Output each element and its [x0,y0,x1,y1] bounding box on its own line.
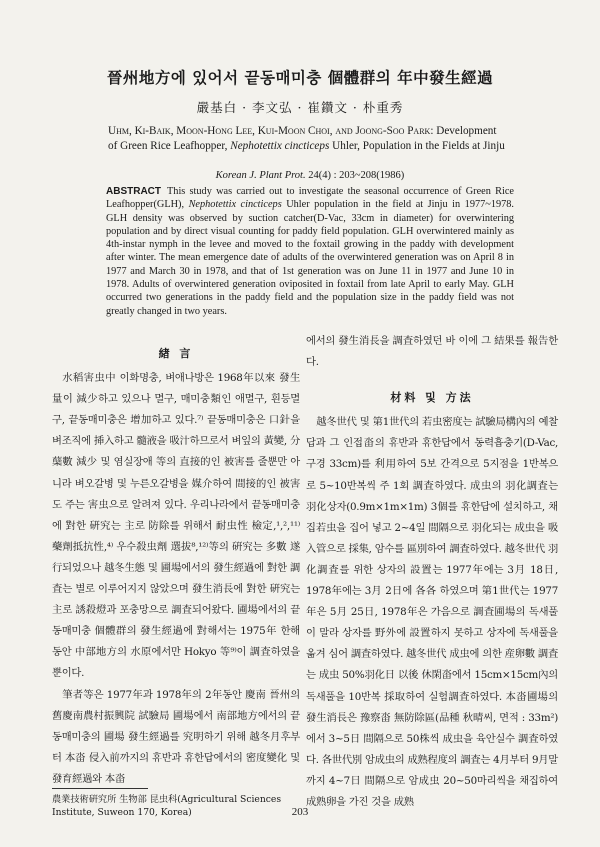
journal-reference [100,170,520,181]
authors-korean: 嚴基白 · 李文弘 · 崔鑽文 · 朴重秀 [196,100,404,115]
journal-name: Korean J. Plant Prot. [215,170,306,181]
methods-paragraph-1: 越冬世代 및 第1世代의 若虫密度는 試驗局構內의 예찰답과 그 인접畓의 휴반과 휴한답에서 동력흡충기(D-Vac, 구경 33cm)를 利用하여 5보 간격으로 5지점을 1반복으로 5~10반복씩 주 1회 調査하였다. 成虫의 羽化調査는 羽化상자(0.9m×1m×1m) 3個를 휴한답에 설치하고, 채집若虫을 집어 넣고 2~4일 間隔으로 羽化되는 成虫을 吸入管으로 採集, 암수를 區別하여 調査하였다. 越冬世代 羽化調査를 위한 상자의 設置는 1977年에는 3月 18日, 1978年에는 3月 2日에 各各 하였으며 第1世代는 1977年은 5月 25日, 1978年은 가음으로 調査圃場의 독새풀이 말라 상자를 野外에 設置하지 못하고 상자에 독새풀을 옮겨 심어 調査하였다. 越冬世代 成虫에 의한 産卵數 調査는 成虫 50%羽化日 以後 休閑畓에서 15cm×15cm內의 독새풀을 10반복 採取하여 실험調査하였다. 本畓圃場의 發生消長은 豫察畓 無防除區(品種 秋晴씨, 면적 : 33m²)에서 3~5日 間隔으로 50株씩 成虫을 육안실수 調査하였다. 各世代別 암成虫의 成熟程度의 調査는 4月부터 9月말까지 4~7日 間隔으로 암成虫 20~50마리씩을 채집하여 成熟卵을 가진 것을 成熟 [306,416,558,808]
intro-paragraph-2: 筆者等은 1977年과 1978年의 2年동안 慶南 晉州의 舊慶南農村振興院 試驗局 圃場에서 南部地方에서의 끝동매미충의 圃場 發生經過를 究明하기 위해 越冬月후부터 本畓 侵入前까지의 휴반과 휴한답에서의 密度變化 및 發育經過와 本畓 [52,688,300,785]
left-column [52,331,300,790]
english-title-post: Uhler, Population in the Fields at Jinju [332,140,505,152]
section-heading-methods: 材料 및 方法 [390,391,474,405]
journal-volume-pages: 24(4) : 203~208(1986) [308,170,405,181]
author-names: Uhm, Ki-Baik, Moon-Hong Lee, Kui-Moon Choi, and Joong-Soo Park: [108,125,434,137]
abstract-species: Nephotettix cincticeps [188,199,282,211]
english-title-pre: Development of Green Rice Leafhopper, [108,125,497,152]
abstract-label: ABSTRACT [106,186,161,197]
right-column [306,331,558,813]
authors-english-citation [108,124,508,154]
section-heading-introduction: 緖 言 [158,347,194,360]
affiliation-footnote: 農業技術硏究所 生物部 昆虫科(Agricultural Sciences Institute, Suweon 170, Korea) [52,794,282,818]
footnote-divider [52,788,148,789]
intro-paragraph-continued: 에서의 發生消長을 調査하였던 바 이에 그 結果를 報告한다. [306,335,558,369]
abstract [106,185,514,318]
paper-title: 晉州地方에 있어서 끝동매미충 個體群의 年中發生經過 [106,69,494,87]
abstract-text-1: This study was carried out to investigate the seasonal occurrence of Green Rice Leafhopper(GLH), [106,186,514,211]
species-name: Nephotettix cincticeps [230,140,330,152]
abstract-text-2: Uhler population in the field at Jinju in 1977~1978. GLH density was observed by suction catcher(D-Vac, 33cm in diameter) for overwintering population and by direct visual counting for paddy field population. GLH overwintered mainly as 4th-instar nymph in the levee and moved to the foxtail growing in the paddy with development after winter. The mean emergence date of adults of the overwintered generation was on April 8 in 1977 and March 30 in 1978, and that of 1st generation was on June 11 in 1977 and June 10 in 1978. Adults of overwintered generation oviposited in foxtail from late April to early May. GLH occurred two generations in the paddy field and the population size in the paddy field was not greatly changed in two years. [106,199,514,317]
page-number: 203 [291,806,309,818]
intro-paragraph-1: 水稻害虫中 이화명충, 벼애나방은 1968年以來 發生量이 減少하고 있으나 멸구, 매미충類인 애멸구, 흰등멸구, 끝동매미충은 增加하고 있다.⁷⁾ 끝동매미충은 口針을 벼조직에 揷入하고 髓液을 吸汁하므로서 벼잎의 黃變, 分蘖數 減少 및 염실장애 等의 直接的인 被害를 줄뿐만 아니라 벼오갈병 및 누른오갈병을 媒介하여 間接的인 被害도 주는 害虫으로 알려져 있다. 우리나라에서 끝동매미충에 對한 硏究는 主로 防除를 위해서 耐虫性 檢定,¹,²,¹¹⁾ 藥劑抵抗性,⁴⁾ 우수殺虫劑 選拔⁸,¹²⁾等의 硏究는 多數 遂行되었으나 越冬生態 및 圃場에서의 發生經過에 對한 調査는 별로 이루어지지 않았으며 發生消長에 對한 硏究는 主로 誘殺燈과 포충망으로 調査되어왔다. 圃場에서의 끝동매미충 個體群의 發生經過에 對해서는 1975年 한해 동안 中部地方의 水原에서만 Hokyo 等⁹⁾이 調査하였을 뿐이다. [52,372,300,680]
